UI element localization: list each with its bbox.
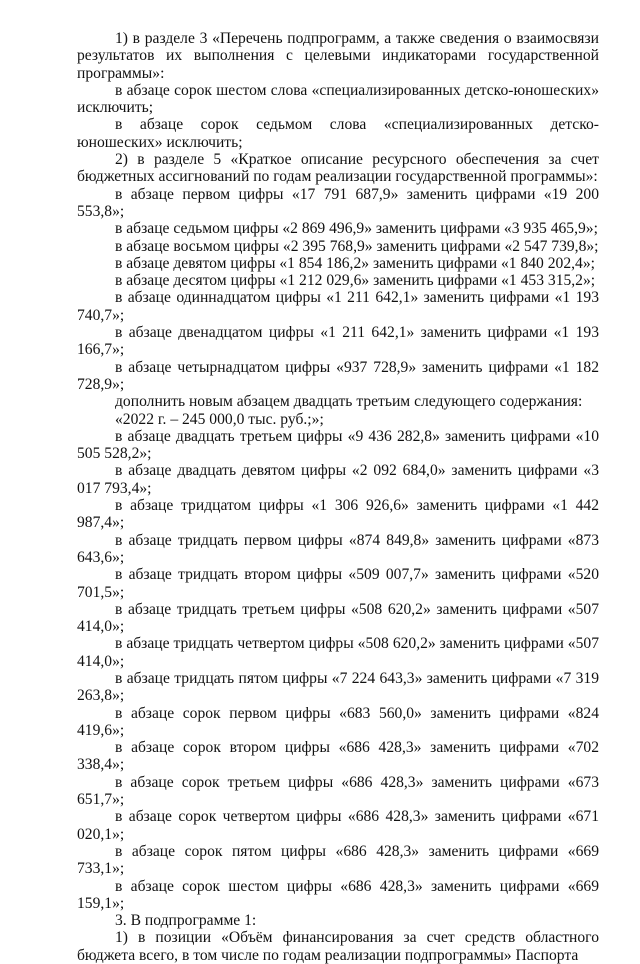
paragraph: в абзаце восьмом цифры «2 395 768,9» заменить цифрами «2 547 739,8»; [115,237,599,255]
document-page [77,30,599,964]
paragraph: в абзаце двенадцатом цифры «1 211 642,1» заменить цифрами «1 193 166,7»; [77,324,599,359]
paragraph: в абзаце тридцать четвертом цифры «508 620,2» заменить цифрами «507 414,0»; [77,635,599,670]
paragraph: в абзаце тридцать втором цифры «509 007,7» заменить цифрами «520 701,5»; [77,566,599,601]
paragraph: в абзаце сорок пятом цифры «686 428,3» заменить цифрами «669 733,1»; [77,842,599,878]
paragraph: 2) в разделе 5 «Краткое описание ресурсного обеспечения за счет бюджетных ассигнований по годам реализации государственной программы»: [77,151,599,186]
paragraph: в абзаце тридцатом цифры «1 306 926,6» заменить цифрами «1 442 987,4»; [77,497,599,532]
paragraph: 1) в разделе 3 «Перечень подпрограмм, а также сведения о взаимосвязи результатов их выполнения с целевыми индикаторами государственной программы»: [77,30,599,82]
paragraph: в абзаце сорок шестом цифры «686 428,3» заменить цифрами «669 159,1»; [77,877,599,912]
paragraph: дополнить новым абзацем двадцать третьим следующего содержания: [115,393,583,411]
paragraph: в абзаце сорок шестом слова «специализированных детско-юношеских» исключить; [77,81,599,117]
paragraph: в абзаце сорок первом цифры «683 560,0» заменить цифрами «824 419,6»; [77,704,599,739]
paragraph: «2022 г. – 245 000,0 тыс. руб.;»; [115,410,324,428]
paragraph: в абзаце сорок третьем цифры «686 428,3» заменить цифрами «673 651,7»; [77,773,599,809]
paragraph: в абзаце десятом цифры «1 212 029,6» заменить цифрами «1 453 315,2»; [115,272,596,290]
paragraph: в абзаце тридцать первом цифры «874 849,8» заменить цифрами «873 643,6»; [77,531,599,566]
paragraph: в абзаце первом цифры «17 791 687,9» заменить цифрами «19 200 553,8»; [77,185,599,220]
paragraph: 3. В подпрограмме 1: [115,912,257,930]
paragraph: в абзаце двадцать третьем цифры «9 436 282,8» заменить цифрами «10 505 528,2»; [77,427,599,463]
paragraph: в абзаце двадцать девятом цифры «2 092 684,0» заменить цифрами «3 017 793,4»; [77,462,599,497]
paragraph: в абзаце тридцать третьем цифры «508 620,2» заменить цифрами «507 414,0»; [77,600,599,636]
paragraph: в абзаце сорок седьмом слова «специализированных детско-юношеских» исключить; [77,116,599,151]
paragraph: в абзаце одиннадцатом цифры «1 211 642,1» заменить цифрами «1 193 740,7»; [77,289,599,324]
paragraph: в абзаце седьмом цифры «2 869 496,9» заменить цифрами «3 935 465,9»; [115,220,598,238]
paragraph: в абзаце тридцать пятом цифры «7 224 643,3» заменить цифрами «7 319 263,8»; [77,669,599,705]
paragraph: в абзаце сорок четвертом цифры «686 428,3» заменить цифрами «671 020,1»; [77,808,599,843]
paragraph: в абзаце четырнадцатом цифры «937 728,9» заменить цифрами «1 182 728,9»; [77,358,599,393]
paragraph: в абзаце девятом цифры «1 854 186,2» заменить цифрами «1 840 202,4»; [115,254,595,272]
paragraph: 1) в позиции «Объём финансирования за счет средств областного бюджета всего, в том числе по годам реализации подпрограммы» Паспорта [77,929,599,964]
paragraph: в абзаце сорок втором цифры «686 428,3» заменить цифрами «702 338,4»; [77,739,599,774]
